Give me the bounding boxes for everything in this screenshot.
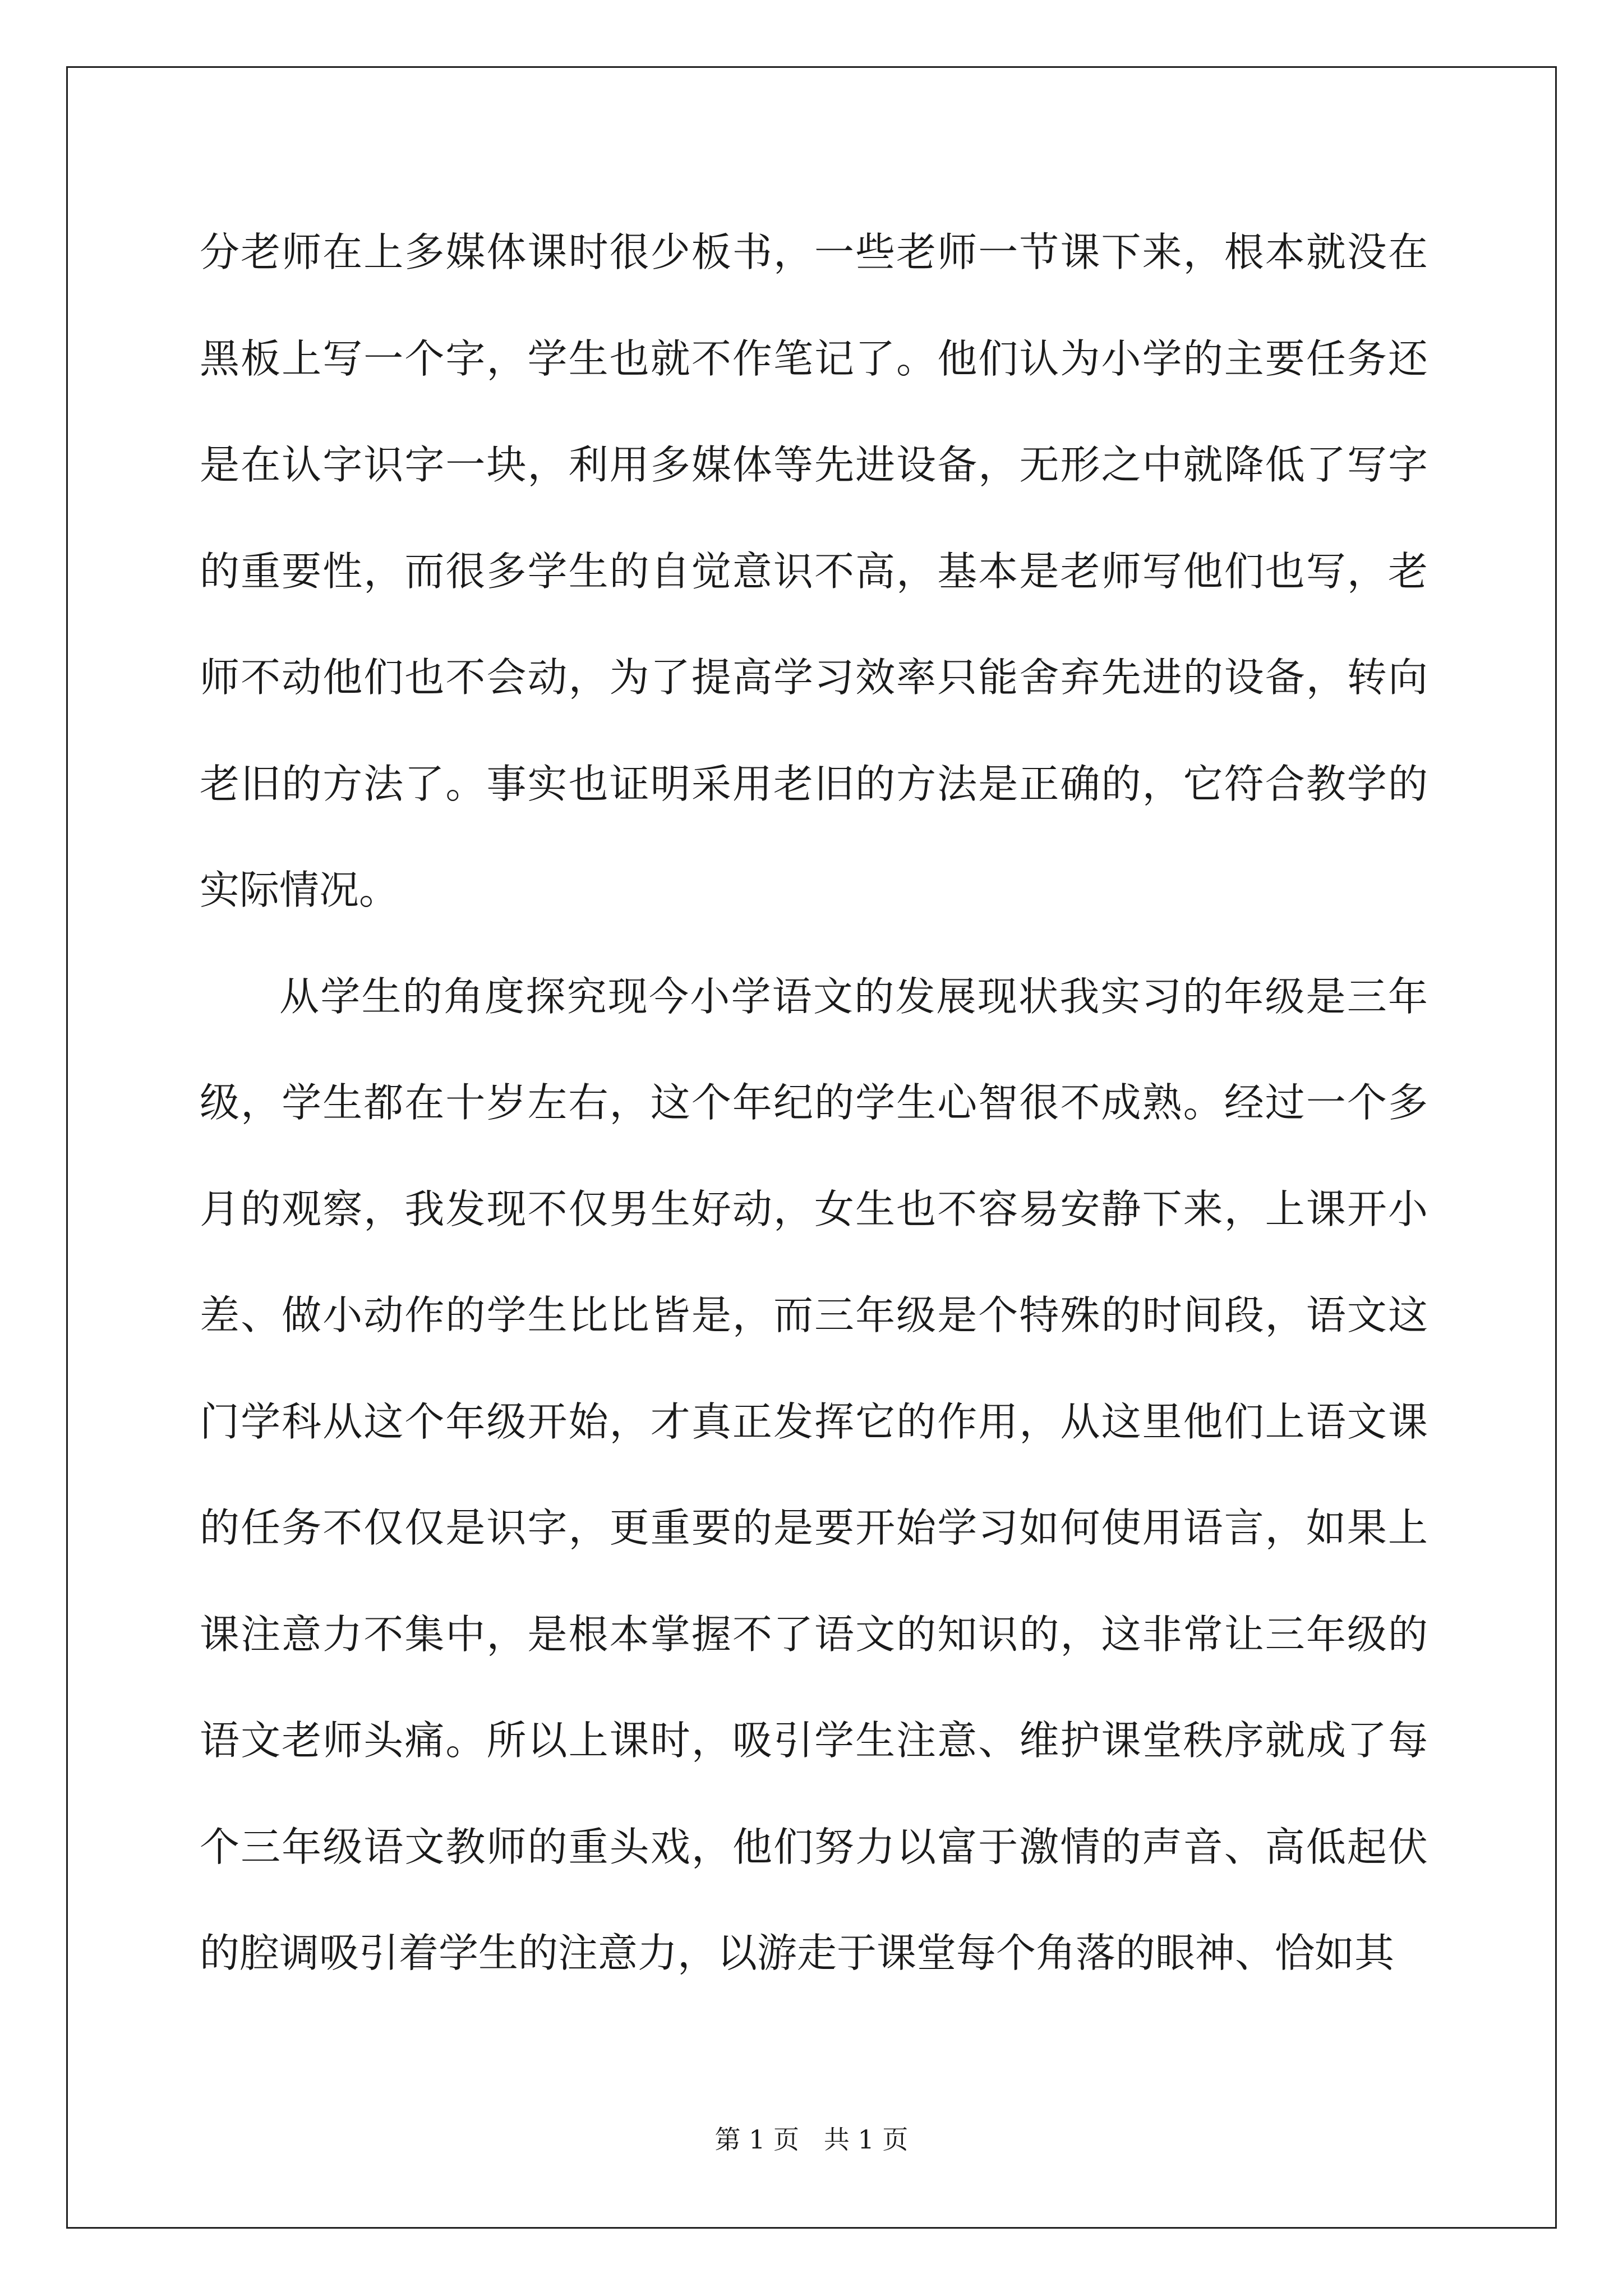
document-body: [200, 199, 1428, 2007]
page-number-footer: 第 1 页 共 1 页: [714, 2124, 909, 2155]
paragraph-1: 分老师在上多媒体课时很少板书，一些老师一节课下来，根本就没在黑板上写一个字，学生也就不作笔记了。他们认为小学的主要任务还是在认字识字一块，利用多媒体等先进设备，无形之中就降低了写字的重要性，而很多学生的自觉意识不高，基本是老师写他们也写，老师不动他们也不会动，为了提高学习效率只能舍弃先进的设备，转向老旧的方法了。事实也证明采用老旧的方法是正确的，它符合教学的实际情况。: [200, 229, 1428, 913]
paragraph-2: 从学生的角度探究现今小学语文的发展现状我实习的年级是三年级，学生都在十岁左右，这个年纪的学生心智很不成熟。经过一个多月的观察，我发现不仅男生好动，女生也不容易安静下来，上课开小差、做小动作的学生比比皆是，而三年级是个特殊的时间段，语文这门学科从这个年级开始，才真正发挥它的作用，从这里他们上语文课的任务不仅仅是识字，更重要的是要开始学习如何使用语言，如果上课注意力不集中，是根本掌握不了语文的知识的，这非常让三年级的语文老师头痛。所以上课时，吸引学生注意、维护课堂秩序就成了每个三年级语文教师的重头戏，他们努力以富于激情的声音、高低起伏的腔调吸引着学生的注意力，以游走于课堂每个角落的眼神、恰如其: [200, 973, 1428, 1976]
